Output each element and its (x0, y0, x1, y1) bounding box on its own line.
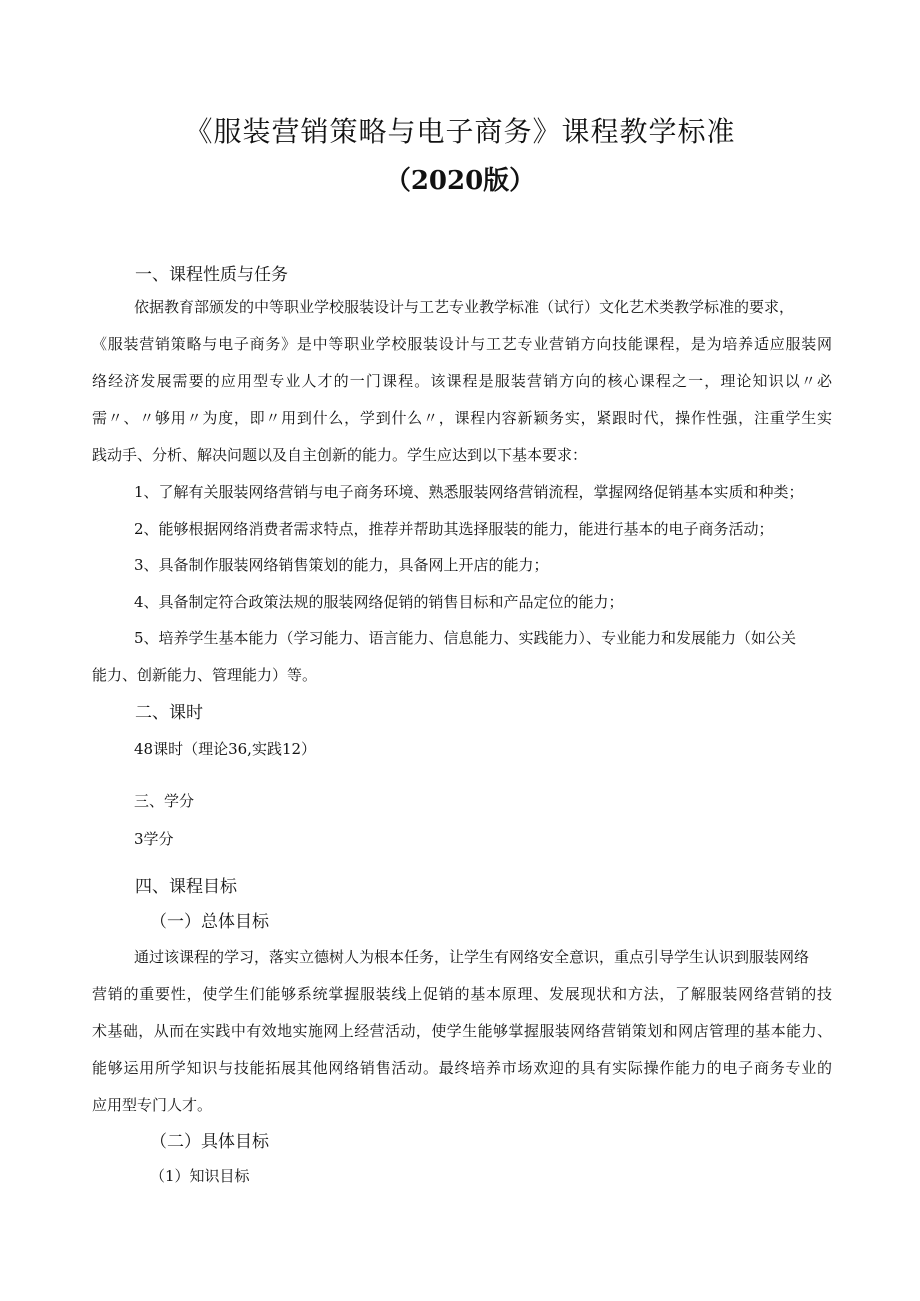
course-credits: 3学分 (134, 830, 174, 848)
document-subtitle: （2020版） (384, 166, 536, 196)
paragraph-line: 术基础，从而在实践中有效地实施网上经营活动，使学生能够掌握服装网络营销策划和网店管理的基本能力、 (92, 1022, 832, 1040)
paragraph-line: 通过该课程的学习，落实立德树人为根本任务，让学生有网络安全意识，重点引导学生认识到服装网络 (134, 948, 810, 966)
paragraph-line: 应用型专门人才。 (92, 1096, 213, 1114)
requirement-item: 5、培养学生基本能力（学习能力、语言能力、信息能力、实践能力）、专业能力和发展能力（如公关 (134, 629, 797, 647)
requirement-item-continued: 能力、创新能力、管理能力）等。 (92, 666, 318, 684)
requirement-item: 3、具备制作服装网络销售策划的能力，具备网上开店的能力； (134, 556, 549, 574)
section-heading-nature: 一、课程性质与任务 (135, 265, 288, 285)
paragraph-line: 依据教育部颁发的中等职业学校服装设计与工艺专业教学标准（试行）文化艺术类教学标准的要求， (134, 298, 795, 316)
requirement-item: 1、了解有关服装网络营销与电子商务环境、熟悉服装网络营销流程，掌握网络促销基本实质和种类； (134, 483, 804, 501)
section-heading-credits: 三、学分 (134, 792, 195, 810)
paragraph-line: 践动手、分析、解决问题以及自主创新的能力。学生应达到以下基本要求： (92, 446, 588, 464)
section-heading-hours: 二、课时 (135, 703, 203, 723)
section-heading-objectives: 四、课程目标 (135, 877, 237, 897)
requirement-item: 2、能够根据网络消费者需求特点，推荐并帮助其选择服装的能力，能进行基本的电子商务活动； (134, 520, 774, 538)
course-hours: 48课时（理论36,实践12） (134, 740, 317, 758)
document-title: 《服装营销策略与电子商务》课程教学标准 (184, 115, 736, 148)
knowledge-objective-heading: （1）知识目标 (150, 1167, 250, 1185)
paragraph-line: 营销的重要性，使学生们能够系统掌握服装线上促销的基本原理、发展现状和方法，了解服装网络营销的技 (92, 985, 832, 1003)
requirement-item: 4、具备制定符合政策法规的服装网络促销的销售目标和产品定位的能力； (134, 593, 624, 611)
subheading-specific-objectives: （二）具体目标 (150, 1132, 269, 1152)
paragraph-line: 《服装营销策略与电子商务》是中等职业学校服装设计与工艺专业营销方向技能课程，是为培养适应服装网 (92, 335, 832, 353)
paragraph-line: 能够运用所学知识与技能拓展其他网络销售活动。最终培养市场欢迎的具有实际操作能力的电子商务专业的 (92, 1059, 832, 1077)
paragraph-line: 络经济发展需要的应用型专业人才的一门课程。该课程是服装营销方向的核心课程之一，理论知识以〃必 (92, 372, 832, 390)
subheading-overall-objective: （一）总体目标 (150, 912, 269, 932)
paragraph-line: 需〃、〃够用〃为度，即〃用到什么，学到什么〃，课程内容新颖务实，紧跟时代，操作性强，注重学生实 (92, 409, 832, 427)
